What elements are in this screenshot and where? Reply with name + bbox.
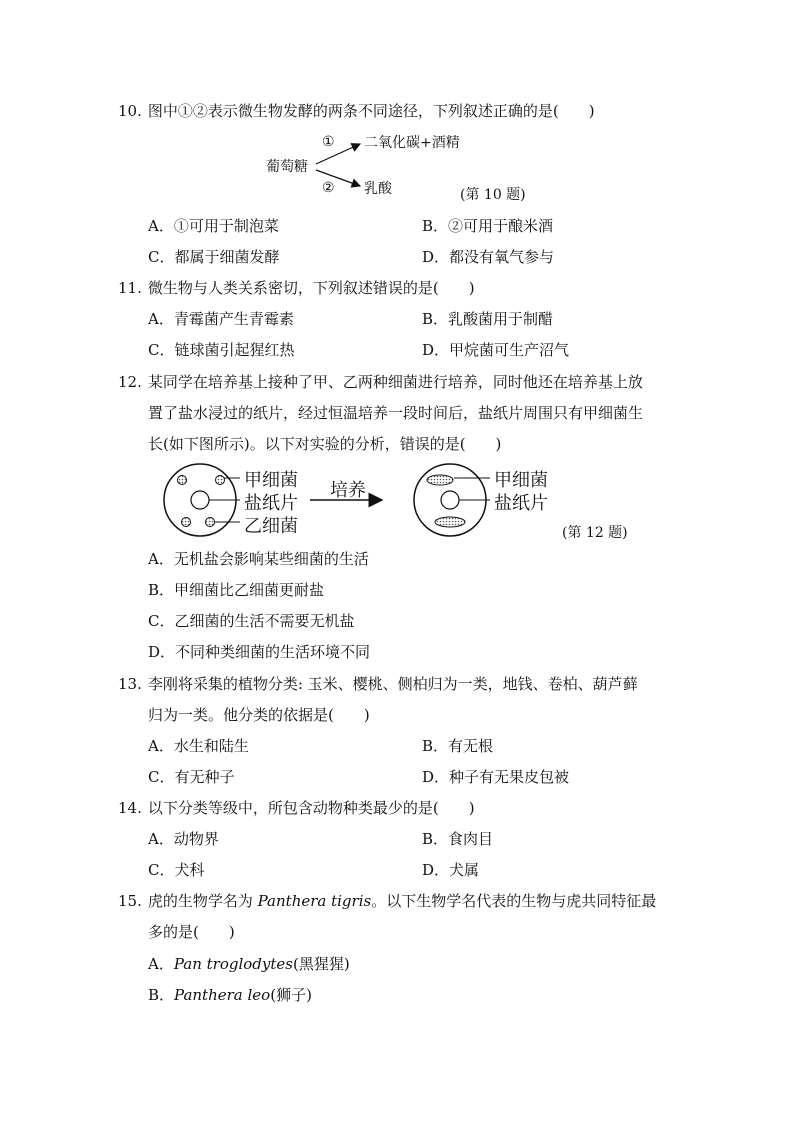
question-text-line: 多的是( ) (148, 923, 235, 941)
option-a: A．①可用于制泡菜 (148, 217, 279, 235)
option-d: D．都没有氧气参与 (422, 248, 555, 266)
option-d: D．犬属 (422, 861, 480, 879)
diagram-path1-product: 二氧化碳+酒精 (364, 135, 460, 151)
option-b: B．乳酸菌用于制醋 (422, 310, 554, 328)
culture-diagram (160, 460, 580, 540)
question-text: 图中①②表示微生物发酵的两条不同途径，下列叙述正确的是( ) (147, 102, 595, 120)
option-d: D．不同种类细菌的生活环境不同 (148, 643, 371, 661)
option-c: C．乙细菌的生活不需要无机盐 (148, 612, 355, 630)
question-text: 以下分类等级中，所包含动物种类最少的是( ) (147, 799, 475, 817)
arrow-path2 (316, 170, 360, 186)
label-culture: 培养 (330, 480, 366, 501)
option-a: A．水生和陆生 (148, 737, 249, 755)
latin-name: Panthera leo (174, 986, 271, 1004)
question-text-line: 归为一类。他分类的依据是( ) (148, 706, 370, 724)
bacteria-colony-c (182, 518, 191, 527)
option-a: A．无机盐会影响某些细菌的生活 (148, 550, 369, 568)
question-number: 13. (118, 675, 142, 693)
question-11-stem (118, 278, 475, 298)
bacteria-colony-b (216, 476, 225, 485)
figure-caption-12: (第 12 题) (562, 525, 628, 541)
salt-paper-disc (191, 491, 209, 509)
fermentation-diagram (262, 128, 462, 198)
bacteria-growth-top (427, 475, 453, 485)
option-c: C．都属于细菌发酵 (148, 248, 280, 266)
bacteria-colony-a (178, 476, 187, 485)
question-text-line: 置了盐水浸过的纸片，经过恒温培养一段时间后，盐纸片周围只有甲细菌生 (148, 404, 644, 422)
question-text: 某同学在培养基上接种了甲、乙两种细菌进行培养，同时他还在培养基上放 (147, 373, 643, 391)
salt-paper-disc (441, 491, 459, 509)
diagram-path2-product: 乳酸 (364, 181, 392, 197)
option-b: B．②可用于酿米酒 (422, 217, 554, 235)
bacteria-colony-d (206, 518, 215, 527)
question-13-stem (118, 674, 638, 694)
option-b: B．Panthera leo(狮子) (148, 986, 312, 1004)
label-bacteria-a: 甲细菌 (494, 470, 548, 491)
option-c: C．链球菌引起猩红热 (148, 341, 295, 359)
label-bacteria-b: 乙细菌 (244, 516, 298, 537)
question-number: 14. (118, 799, 142, 817)
bacteria-growth-bottom (435, 517, 465, 527)
option-d: D．种子有无果皮包被 (422, 768, 570, 786)
option-d: D．甲烷菌可生产沼气 (422, 341, 570, 359)
question-number: 11. (118, 279, 142, 297)
option-a: A．动物界 (148, 830, 219, 848)
option-a: A．青霉菌产生青霉素 (148, 310, 294, 328)
option-b: B．有无根 (422, 737, 494, 755)
label-bacteria-a: 甲细菌 (244, 470, 298, 491)
option-b: B．甲细菌比乙细菌更耐盐 (148, 581, 325, 599)
question-10-stem (118, 101, 595, 121)
option-b: B．食肉目 (422, 830, 494, 848)
latin-name: Panthera tigris (257, 892, 372, 910)
question-number: 10. (118, 102, 142, 120)
diagram-path2-mark: ② (322, 180, 335, 196)
question-number: 12. (118, 373, 142, 391)
question-text: 李刚将采集的植物分类: 玉米、樱桃、侧柏归为一类，地钱、卷柏、葫芦藓 (147, 675, 638, 693)
latin-name: Pan troglodytes (173, 955, 293, 973)
label-salt-paper: 盐纸片 (244, 493, 298, 514)
question-12-stem (118, 372, 643, 392)
diagram-path1-mark: ① (322, 134, 335, 150)
question-14-stem (118, 798, 475, 818)
question-text-line: 长(如下图所示)。以下对实验的分析，错误的是( ) (148, 435, 502, 453)
option-c: C．犬科 (148, 861, 205, 879)
question-text: 微生物与人类关系密切，下列叙述错误的是( ) (147, 279, 475, 297)
question-15-stem: 15. 虎的生物学名为 Panthera tigris。以下生物学名代表的生物与虎共同特征最 (118, 892, 657, 910)
option-c: C．有无种子 (148, 768, 235, 786)
diagram-source-label: 葡萄糖 (266, 159, 308, 175)
question-number: 15. (118, 892, 142, 910)
label-salt-paper: 盐纸片 (494, 493, 548, 514)
figure-caption-10: (第 10 题) (460, 187, 526, 203)
option-a: A．Pan troglodytes(黑猩猩) (148, 955, 350, 973)
diagram-arrows (262, 128, 462, 198)
arrow-path1 (316, 144, 360, 164)
